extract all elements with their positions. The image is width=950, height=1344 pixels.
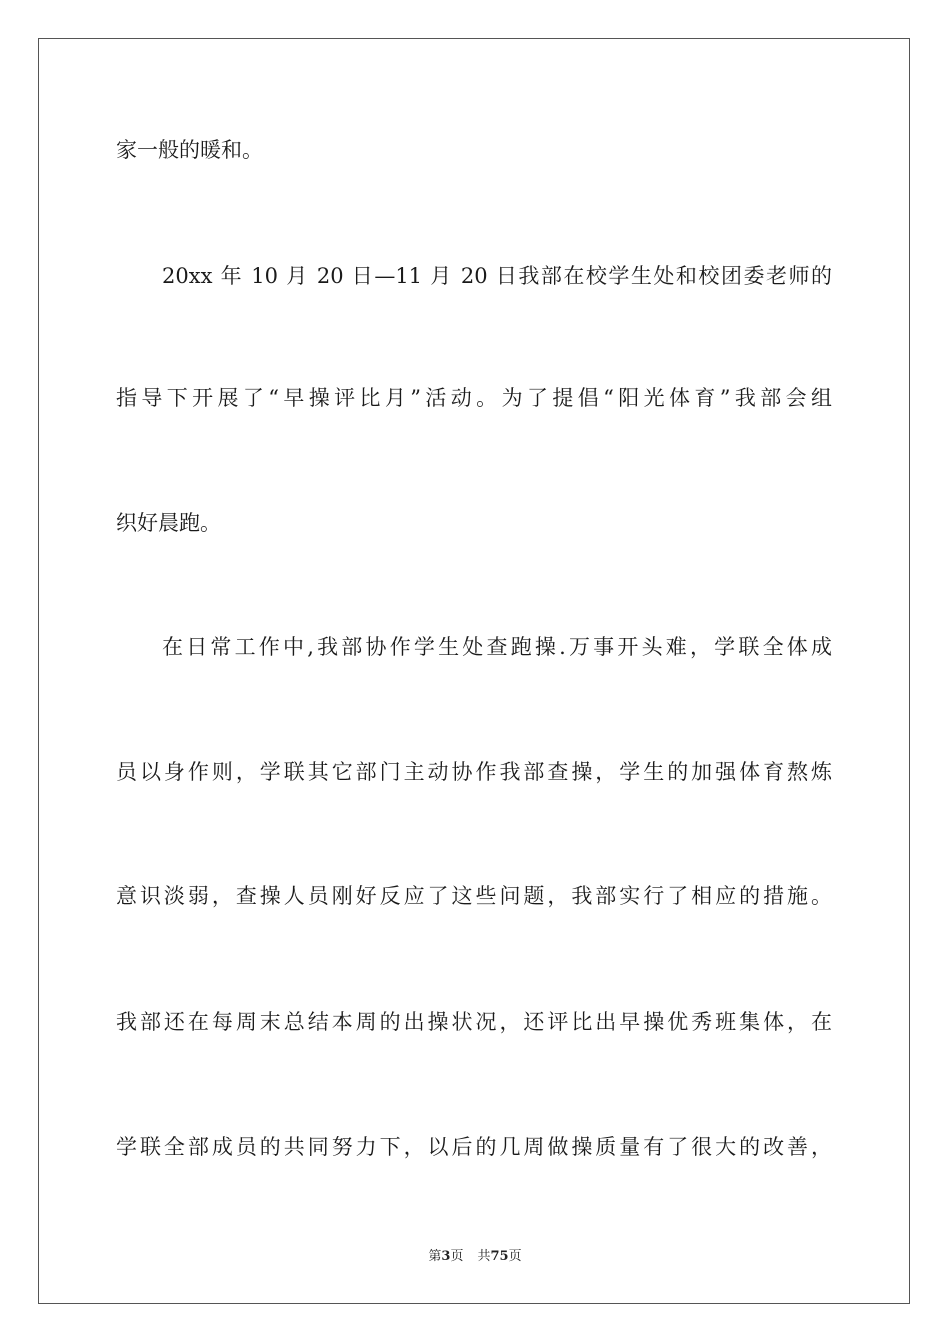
- text-line: 指导下开展了“早操评比月”活动。为了提倡“阳光体育”我部会组: [116, 386, 832, 410]
- total-prefix: 共: [477, 1249, 491, 1264]
- text-line: 我部还在每周末总结本周的出操状况，还评比出早操优秀班集体，在: [116, 1010, 832, 1034]
- page-frame: [38, 38, 910, 1304]
- page-footer: [0, 1248, 950, 1266]
- page-number: 3: [441, 1249, 451, 1264]
- paragraph-first-line: 20xx 年 10 月 20 日—11 月 20 日我部在校学生处和校团委老师的: [162, 264, 832, 288]
- text-line: 织好晨跑。: [116, 511, 221, 535]
- total-pages: 75: [490, 1249, 509, 1264]
- text-line: 家一般的暖和。: [116, 138, 263, 162]
- text-line: 员以身作则，学联其它部门主动协作我部查操，学生的加强体育熬炼: [116, 760, 832, 784]
- page-suffix: 页: [450, 1249, 464, 1264]
- paragraph-first-line: 在日常工作中,我部协作学生处查跑操.万事开头难，学联全体成: [162, 635, 832, 659]
- page-prefix: 第: [428, 1249, 442, 1264]
- total-suffix: 页: [508, 1249, 522, 1264]
- text-line: 意识淡弱，查操人员刚好反应了这些问题，我部实行了相应的措施。: [116, 884, 832, 908]
- text-line: 学联全部成员的共同努力下，以后的几周做操质量有了很大的改善，: [116, 1135, 832, 1159]
